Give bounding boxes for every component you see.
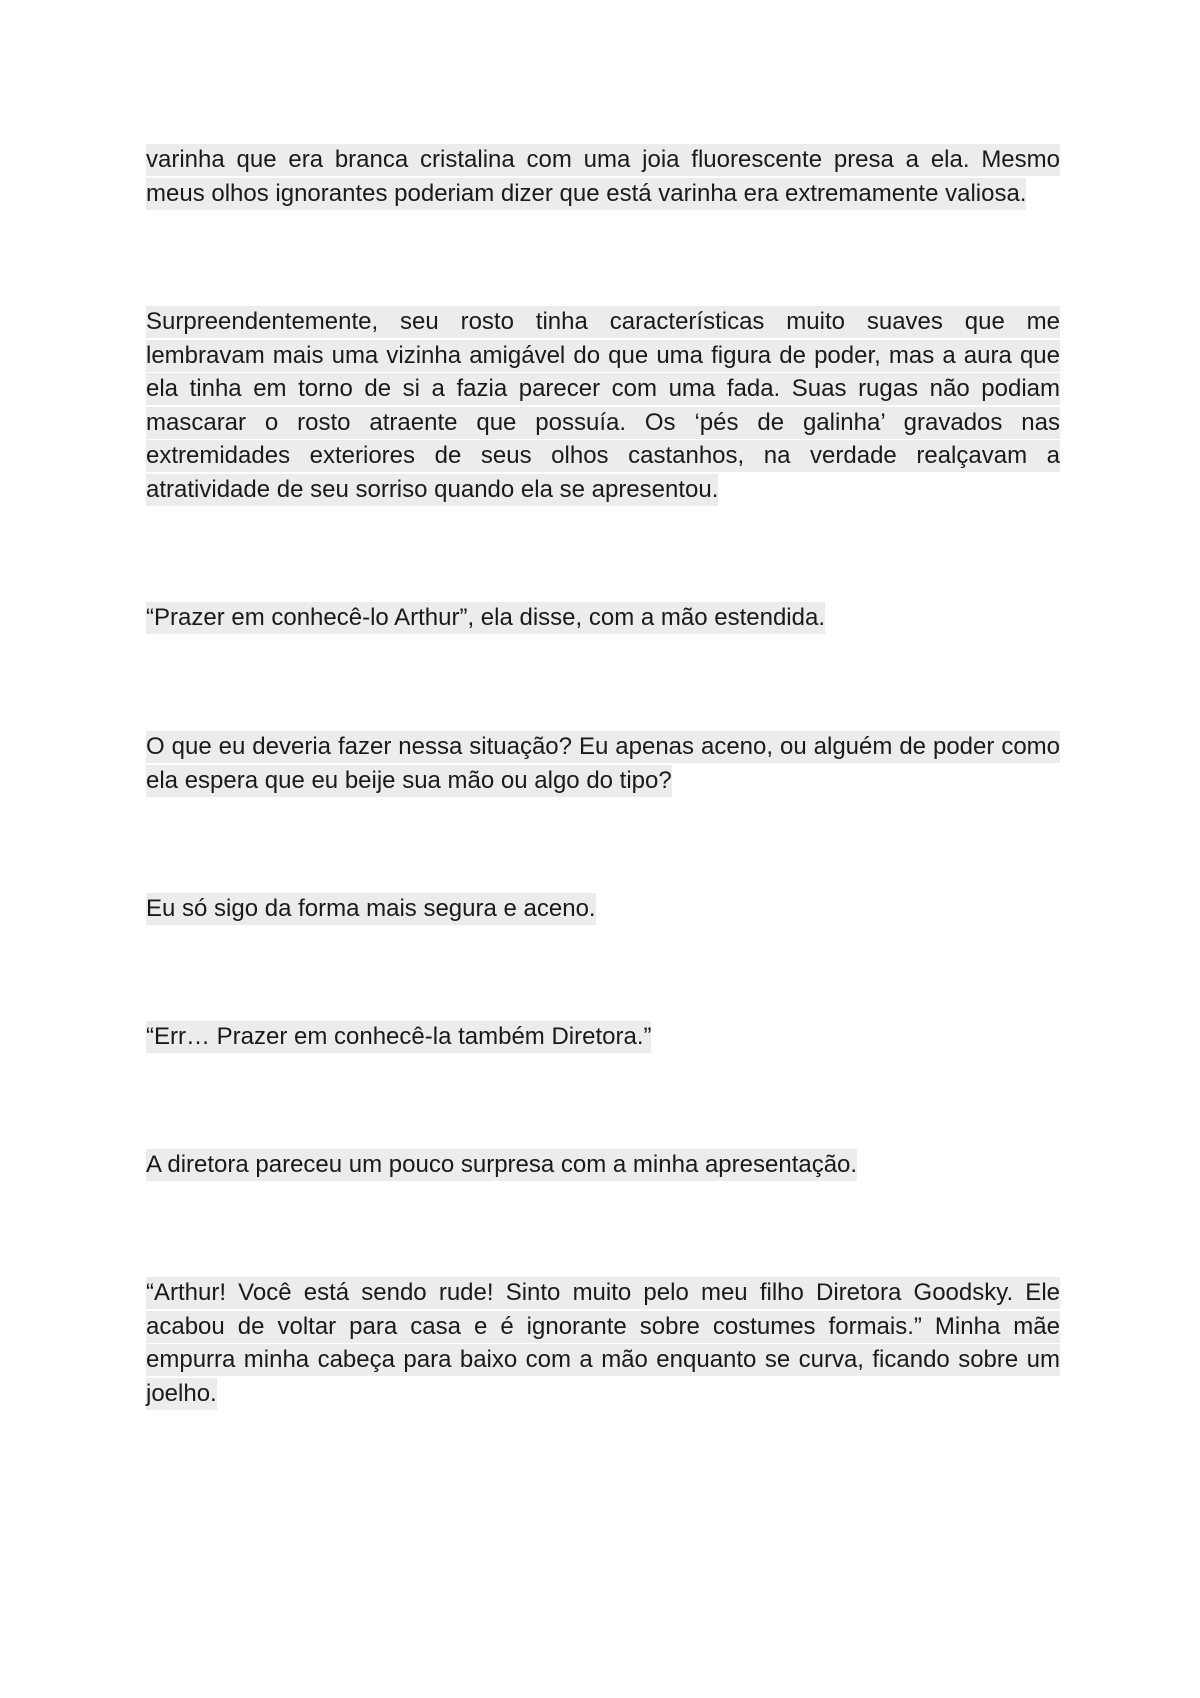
paragraph-7 <box>146 1148 1060 1182</box>
paragraph-2 <box>146 305 1060 506</box>
paragraph-4 <box>146 730 1060 797</box>
paragraph-text: Eu só sigo da forma mais segura e aceno. <box>146 893 596 925</box>
paragraph-text: Surpreendentemente, seu rosto tinha características muito suaves que me lembravam mais uma vizinha amigável do que uma figura de poder, mas a aura que ela tinha em torno de si a fazia parecer com uma fada. Suas rugas não podiam mascarar o rosto atraente que possuía. Os ‘pés de galinha’ gravados nas extremidades exteriores de seus olhos castanhos, na verdade realçavam a atratividade de seu sorriso quando ela se apresentou. <box>146 306 1060 506</box>
paragraph-text: A diretora pareceu um pouco surpresa com a minha apresentação. <box>146 1149 857 1181</box>
paragraph-text: “Prazer em conhecê-lo Arthur”, ela disse, com a mão estendida. <box>146 602 825 634</box>
paragraph-text: varinha que era branca cristalina com uma joia fluorescente presa a ela. Mesmo meus olhos ignorantes poderiam dizer que está varinha era extremamente valiosa. <box>146 144 1060 210</box>
paragraph-text: “Arthur! Você está sendo rude! Sinto muito pelo meu filho Diretora Goodsky. Ele acabou de voltar para casa e é ignorante sobre costumes formais.” Minha mãe empurra minha cabeça para baixo com a mão enquanto se curva, ficando sobre um joelho. <box>146 1277 1060 1410</box>
paragraph-3 <box>146 601 1060 635</box>
paragraph-1 <box>146 143 1060 210</box>
paragraph-text: O que eu deveria fazer nessa situação? Eu apenas aceno, ou alguém de poder como ela espera que eu beije sua mão ou algo do tipo? <box>146 731 1060 797</box>
paragraph-text: “Err… Prazer em conhecê-la também Diretora.” <box>146 1021 651 1053</box>
paragraph-6 <box>146 1020 1060 1054</box>
paragraph-8 <box>146 1276 1060 1410</box>
paragraph-5 <box>146 892 1060 926</box>
